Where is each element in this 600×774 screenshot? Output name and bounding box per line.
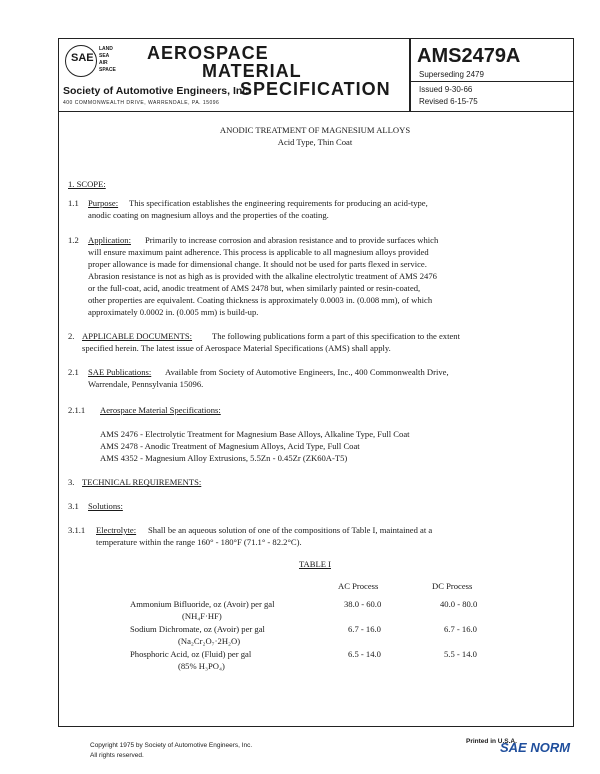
application-label: Application: [88, 235, 131, 245]
paragraph-line: Abrasion resistance is not as high as is provided with the alkaline electrolytic treatment of AMS 2476 [88, 271, 437, 281]
ams-reference: AMS 2478 - Anodic Treatment of Magnesium Alloys, Acid Type, Full Coat [100, 441, 360, 451]
table-cell-dc: 40.0 - 80.0 [440, 599, 478, 609]
table-cell-dc: 6.7 - 16.0 [444, 624, 477, 634]
section-number: 3.1 [68, 501, 79, 511]
superseding: Superseding 2479 [419, 70, 484, 79]
paragraph-line: Warrendale, Pennsylvania 15096. [88, 379, 204, 389]
paragraph-line: or the full-coat, acid, anodic treatment of AMS 2478 but, when similarly painted or resin-coated, [88, 283, 421, 293]
header-divider [409, 39, 411, 111]
table-cell-ac: 6.5 - 14.0 [348, 649, 381, 659]
logo-line: SPACE [99, 67, 116, 73]
paragraph-line: The following publications form a part of this specification to the extent [212, 331, 460, 341]
sae-norm-watermark: SAE NORM [500, 740, 571, 755]
section-number: 3.1.1 [68, 525, 86, 535]
section-number: 2.1 [68, 367, 79, 377]
sae-logo-icon [65, 45, 97, 77]
table-row-name: Ammonium Bifluoride, oz (Avoir) per gal [130, 599, 275, 609]
sae-publications-label: SAE Publications: [88, 367, 152, 377]
paragraph-line: anodic coating on magnesium alloys and the properties of the coating. [88, 210, 329, 220]
paragraph-line: other properties are equivalent. Coating thickness is approximately 0.0003 in. (0.008 mm), of which [88, 295, 433, 305]
copyright: Copyright 1975 by Society of Automotive Engineers, Inc. [90, 742, 253, 749]
table-col-ac: AC Process [338, 581, 379, 591]
paragraph-line: This specification establishes the engineering requirements for producing an acid-type, [129, 198, 428, 208]
society-address: 400 COMMONWEALTH DRIVE, WARRENDALE, PA. 15096 [63, 100, 220, 106]
doc-title: ANODIC TREATMENT OF MAGNESIUM ALLOYS [219, 125, 411, 135]
section-number: 1.1 [68, 198, 79, 208]
logo-line: LAND [99, 46, 113, 52]
table-row-formula: (85% H₃PO₄) [178, 661, 225, 671]
section-scope-heading: 1. SCOPE: [68, 179, 106, 189]
spec-header [58, 38, 574, 112]
table-row-formula: (Na₂Cr₂O₇·2H₂O) [178, 636, 241, 646]
issued-date: Issued 9-30-66 [419, 85, 473, 94]
technical-req-heading: TECHNICAL REQUIREMENTS: [82, 477, 202, 487]
rights-reserved: All rights reserved. [90, 752, 144, 759]
electrolyte-label: Electrolyte: [96, 525, 137, 535]
society-name: Society of Automotive Engineers, Inc. [63, 85, 252, 97]
table-col-dc: DC Process [432, 581, 473, 591]
table-cell-ac: 38.0 - 60.0 [344, 599, 382, 609]
printed-in: Printed in U.S.A. [466, 738, 517, 745]
table-row-formula: (NH₄F·HF) [182, 611, 222, 621]
paragraph-line: approximately 0.0002 in. (0.005 mm) is build-up. [88, 307, 259, 317]
doc-subtitle: Acid Type, Thin Coat [277, 137, 353, 147]
title-aerospace: AEROSPACE [147, 43, 269, 63]
table-row-name: Phosphoric Acid, oz (Fluid) per gal [130, 649, 252, 659]
section-number: 2.1.1 [68, 405, 86, 415]
section-number: 2. [68, 331, 75, 341]
title-material: MATERIAL [202, 61, 302, 81]
paragraph-line: temperature within the range 160° - 180°F (71.1° - 82.2°C). [96, 537, 302, 547]
logo-text: SAE [71, 52, 94, 64]
applicable-docs-heading: APPLICABLE DOCUMENTS: [82, 331, 193, 341]
paragraph-line: proper allowance is made for dimensional change. It should not be used for parts flexed in service. [88, 259, 427, 269]
section-number: 3. [68, 477, 75, 487]
paragraph-line: will ensure maximum paint adherence. This process is applicable to all magnesium alloys provided [88, 247, 429, 257]
paragraph-line: Available from Society of Automotive Engineers, Inc., 400 Commonwealth Drive, [165, 367, 449, 377]
table-cell-ac: 6.7 - 16.0 [348, 624, 381, 634]
header-rule [409, 81, 573, 82]
spec-number: AMS2479A [417, 45, 521, 67]
table-cell-dc: 5.5 - 14.0 [444, 649, 477, 659]
paragraph-line: Primarily to increase corrosion and abrasion resistance and to provide surfaces which [145, 235, 439, 245]
revised-date: Revised 6-15-75 [419, 97, 478, 106]
section-number: 1.2 [68, 235, 79, 245]
solutions-label: Solutions: [88, 501, 123, 511]
ams-reference: AMS 4352 - Magnesium Alloy Extrusions, 5.5Zn - 0.45Zr (ZK60A-T5) [100, 453, 348, 463]
paragraph-line: specified herein. The latest issue of Aerospace Material Specifications (AMS) shall apply. [82, 343, 391, 353]
table-row-name: Sodium Dichromate, oz (Avoir) per gal [130, 624, 265, 634]
ams-label: Aerospace Material Specifications: [100, 405, 221, 415]
ams-reference: AMS 2476 - Electrolytic Treatment for Magnesium Base Alloys, Alkaline Type, Full Coat [100, 429, 410, 439]
title-specification: SPECIFICATION [240, 79, 391, 99]
purpose-label: Purpose: [88, 198, 119, 208]
paragraph-line: Shall be an aqueous solution of one of the compositions of Table I, maintained at a [148, 525, 433, 535]
table-title: TABLE I [298, 559, 331, 569]
logo-line: SEA [99, 53, 110, 59]
logo-line: AIR [99, 60, 108, 66]
logo-motto [99, 46, 116, 74]
